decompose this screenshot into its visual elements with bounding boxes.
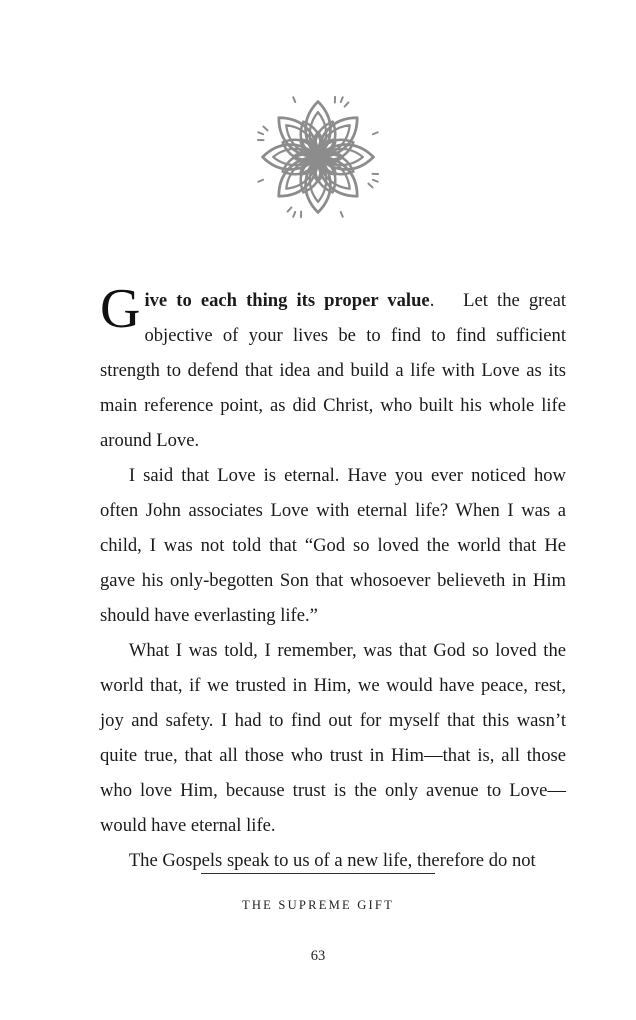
lead-bold-period: . xyxy=(429,290,435,311)
paragraph-3: What I was told, I remember, was that God so loved the world that, if we trusted in Him, we would have peace, rest, joy and safety. I had to find out for myself that this wasn’t quite true, that all those who trust in Him—that is, all those who love Him, because trust is the only avenue to Love—would have eternal life. xyxy=(100,640,566,836)
paragraph-1 xyxy=(100,278,567,458)
mandala-icon xyxy=(252,91,384,223)
lead-bold-phrase: ive to each thing its proper value xyxy=(144,290,430,311)
page-number: 63 xyxy=(310,948,326,964)
paragraph-1-text: Let the great objective of your lives be to find to find sufficient strength to defend that idea and build a life with Love as its main reference point, as did Christ, who built his whole life around Love. xyxy=(100,290,567,451)
body-text-column xyxy=(100,278,567,878)
footer-divider-rule xyxy=(201,873,435,874)
running-head: THE SUPREME GIFT xyxy=(241,898,395,912)
drop-cap-letter: G xyxy=(100,278,141,340)
paragraph-2: I said that Love is eternal. Have you ever noticed how often John associates Love with eternal life? When I was a child, I was not told that “God so loved the world that He gave his only-begotten Son that whosoever believeth in Him should have everlasting life.” xyxy=(100,465,566,626)
floral-mandala-ornament xyxy=(0,82,636,232)
paragraph-4: The Gospels speak to us of a new life, therefore do not xyxy=(128,850,536,871)
